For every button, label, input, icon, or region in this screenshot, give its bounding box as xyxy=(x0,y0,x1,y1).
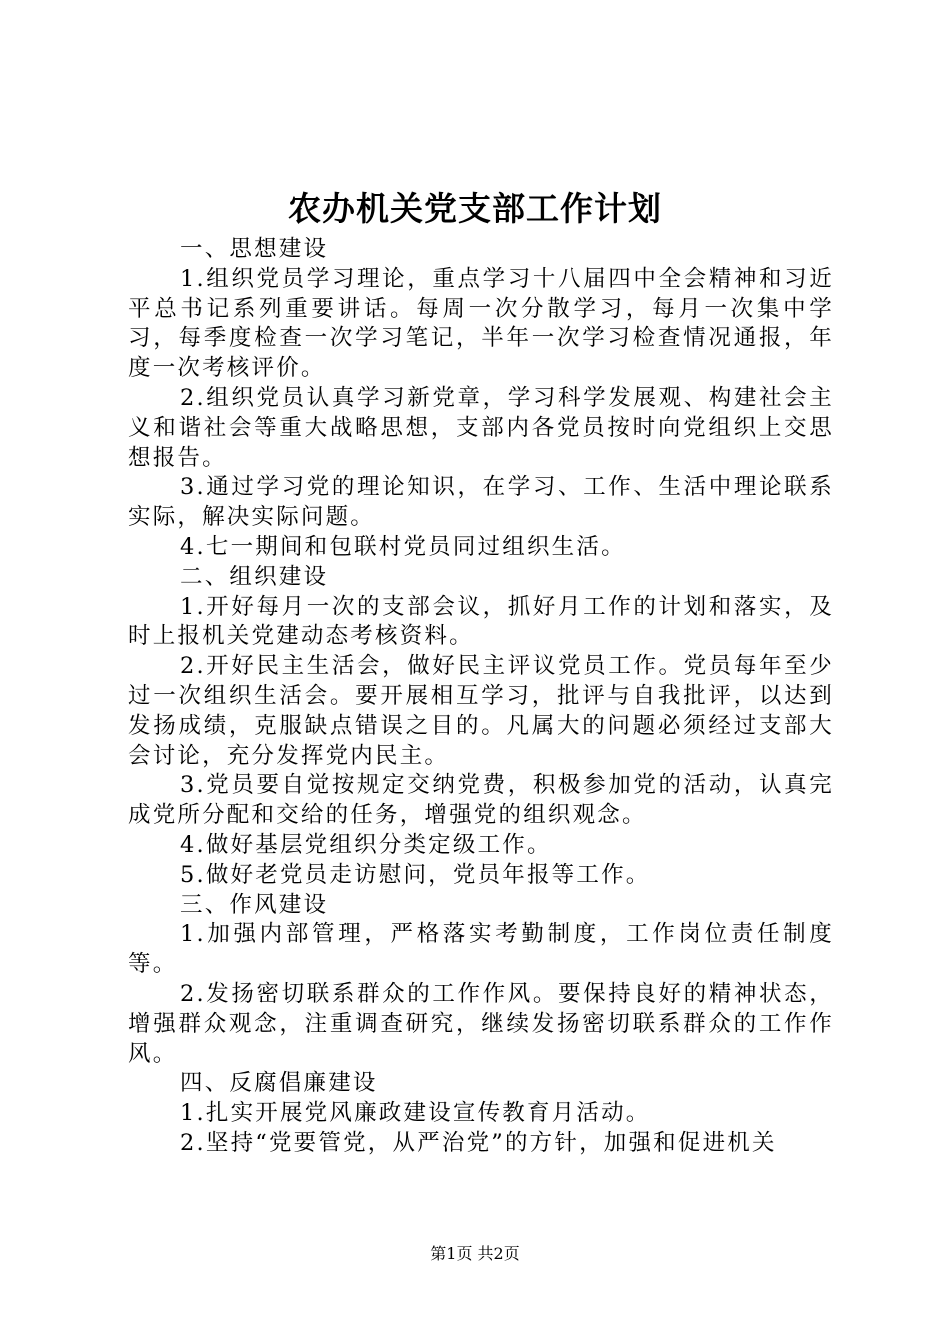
document-body xyxy=(128,235,834,1159)
paragraph: 3.党员要自觉按规定交纳党费，积极参加党的活动，认真完成党所分配和交给的任务，增强党的组织观念。 xyxy=(128,772,834,829)
paragraph: 5.做好老党员走访慰问，党员年报等工作。 xyxy=(180,861,651,888)
paragraph: 2.开好民主生活会，做好民主评议党员工作。党员每年至少过一次组织生活会。要开展相互学习，批评与自我批评，以达到发扬成绩，克服缺点错误之目的。凡属大的问题必须经过支部大会讨论，充分发挥党内民主。 xyxy=(128,653,834,769)
paragraph: 2.发扬密切联系群众的工作作风。要保持良好的精神状态，增强群众观念，注重调查研究，继续发扬密切联系群众的工作作风。 xyxy=(128,980,834,1067)
paragraph: 2.组织党员认真学习新党章，学习科学发展观、构建社会主义和谐社会等重大战略思想，支部内各党员按时向党组织上交思想报告。 xyxy=(128,384,834,471)
page-footer: 第1页 共2页 xyxy=(430,1244,520,1263)
paragraph: 1.加强内部管理，严格落实考勤制度，工作岗位责任制度等。 xyxy=(128,921,834,978)
section-heading-anticorruption: 四、反腐倡廉建设 xyxy=(180,1070,378,1097)
paragraph: 3.通过学习党的理论知识，在学习、工作、生活中理论联系实际，解决实际问题。 xyxy=(128,474,834,531)
paragraph: 2.坚持“党要管党，从严治党”的方针，加强和促进机关 xyxy=(180,1129,777,1156)
section-heading-style: 三、作风建设 xyxy=(180,891,329,918)
paragraph: 1.开好每月一次的支部会议，抓好月工作的计划和落实，及时上报机关党建动态考核资料。 xyxy=(128,593,834,650)
section-heading-organization: 二、组织建设 xyxy=(180,563,329,590)
paragraph: 1.扎实开展党风廉政建设宣传教育月活动。 xyxy=(180,1100,651,1127)
paragraph: 1.组织党员学习理论，重点学习十八届四中全会精神和习近平总书记系列重要讲话。每周一次分散学习，每月一次集中学习，每季度检查一次学习笔记，半年一次学习检查情况通报，年度一次考核评价。 xyxy=(128,265,834,382)
section-heading-ideology: 一、思想建设 xyxy=(180,236,329,262)
document-title: 农办机关党支部工作计划 xyxy=(288,189,662,228)
paragraph: 4.七一期间和包联村党员同过组织生活。 xyxy=(180,533,626,560)
paragraph: 4.做好基层党组织分类定级工作。 xyxy=(180,831,552,858)
